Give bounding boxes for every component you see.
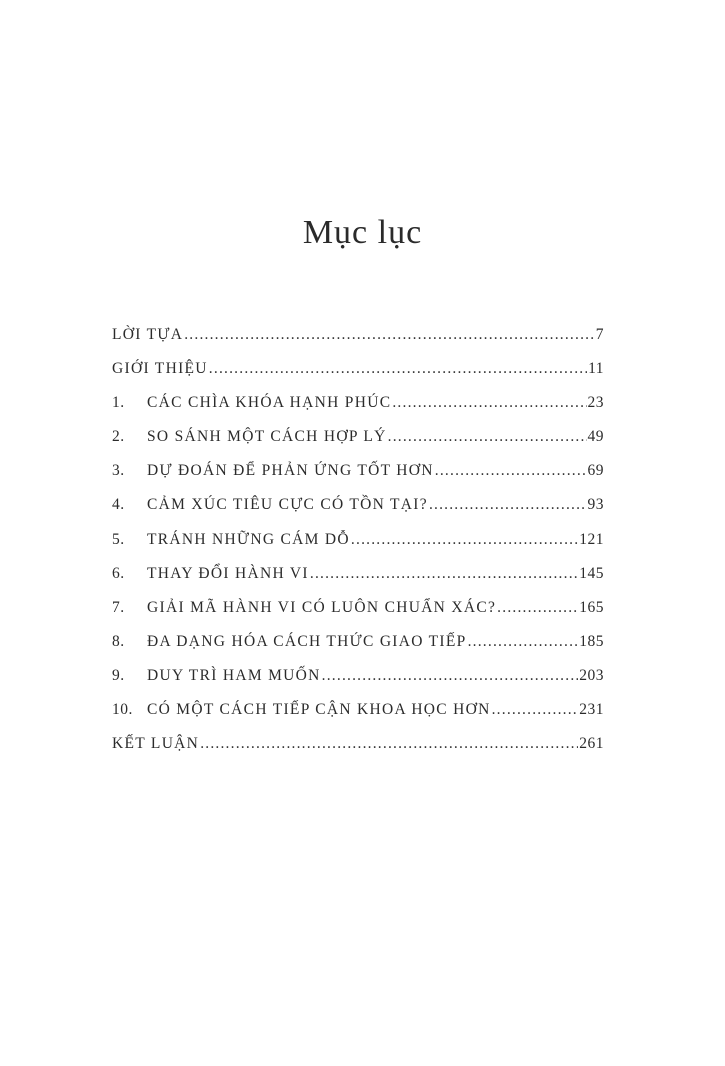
toc-entry-label: DUY TRÌ HAM MUỐN [147, 666, 321, 684]
toc-entry-number: 10. [112, 701, 133, 719]
toc-entry-page: 93 [587, 496, 604, 514]
toc-entry-page: 7 [595, 326, 604, 343]
toc-entry-number: 7. [112, 598, 125, 616]
toc-entry-page: 203 [579, 666, 604, 684]
toc-entry-chapter-10[interactable] [112, 701, 604, 735]
toc-leader-dots [322, 667, 579, 685]
toc-entry-chapter-8[interactable] [112, 633, 604, 667]
toc-entry-label: TRÁNH NHỮNG CÁM DỖ [147, 530, 350, 548]
toc-leader-dots [388, 428, 587, 446]
page-title: Mục lục [302, 214, 423, 251]
toc-entry-number: 2. [112, 428, 125, 446]
toc-entry-label: ĐA DẠNG HÓA CÁCH THỨC GIAO TIẾP [147, 632, 467, 650]
toc-leader-dots [200, 735, 578, 753]
toc-entry-page: 165 [579, 598, 604, 616]
toc-entry-chapter-3[interactable] [112, 462, 604, 496]
toc-entry-preface[interactable] [112, 326, 604, 360]
toc-leader-dots [497, 599, 578, 617]
toc-entry-page: 11 [588, 360, 604, 378]
toc-entry-conclusion[interactable] [112, 735, 604, 769]
toc-entry-chapter-1[interactable] [112, 394, 604, 428]
toc-entry-page: 145 [579, 564, 604, 582]
toc-entry-number: 1. [112, 394, 125, 412]
toc-entry-number: 3. [112, 462, 125, 480]
toc-entry-page: 121 [579, 530, 604, 548]
toc-entry-label: LỜI TỰA [112, 326, 184, 343]
toc-entry-chapter-6[interactable] [112, 565, 604, 599]
toc-entry-number: 5. [112, 530, 125, 548]
toc-entry-label: SO SÁNH MỘT CÁCH HỢP LÝ [147, 428, 387, 446]
toc-entry-chapter-5[interactable] [112, 531, 604, 565]
toc-leader-dots [351, 531, 578, 549]
toc-entry-page: 185 [579, 632, 604, 650]
toc-entry-page: 261 [579, 735, 604, 753]
toc-leader-dots [492, 701, 579, 719]
toc-entry-chapter-7[interactable] [112, 599, 604, 633]
toc-entry-page: 231 [579, 701, 604, 719]
toc-leader-dots [435, 462, 587, 480]
toc-entry-label: DỰ ĐOÁN ĐỂ PHẢN ỨNG TỐT HƠN [147, 462, 434, 480]
toc-entry-chapter-4[interactable] [112, 496, 604, 530]
toc-entry-page: 23 [587, 394, 604, 412]
toc-entry-chapter-2[interactable] [112, 428, 604, 462]
toc-leader-dots [209, 360, 587, 378]
toc-entry-label: KẾT LUẬN [112, 735, 200, 753]
toc-entry-introduction[interactable] [112, 360, 604, 394]
toc-entry-number: 9. [112, 666, 125, 684]
toc-entry-page: 69 [587, 462, 604, 480]
toc-entry-chapter-9[interactable] [112, 667, 604, 701]
toc-leader-dots [429, 496, 587, 514]
toc-entry-number: 8. [112, 632, 125, 650]
toc-entry-label: GIỚI THIỆU [112, 360, 208, 378]
toc-leader-dots [392, 394, 586, 412]
toc-entry-label: THAY ĐỔI HÀNH VI [147, 564, 309, 582]
table-of-contents [112, 326, 604, 769]
toc-entry-label: GIẢI MÃ HÀNH VI CÓ LUÔN CHUẨN XÁC? [147, 598, 497, 616]
toc-entry-label: CÓ MỘT CÁCH TIẾP CẬN KHOA HỌC HƠN [147, 701, 491, 719]
toc-entry-number: 6. [112, 564, 125, 582]
toc-leader-dots [184, 326, 595, 344]
toc-leader-dots [310, 565, 578, 583]
toc-entry-number: 4. [112, 496, 125, 514]
toc-entry-label: CÁC CHÌA KHÓA HẠNH PHÚC [147, 394, 392, 412]
toc-entry-label: CẢM XÚC TIÊU CỰC CÓ TỒN TẠI? [147, 496, 428, 514]
toc-entry-page: 49 [587, 428, 604, 446]
toc-leader-dots [468, 633, 579, 651]
